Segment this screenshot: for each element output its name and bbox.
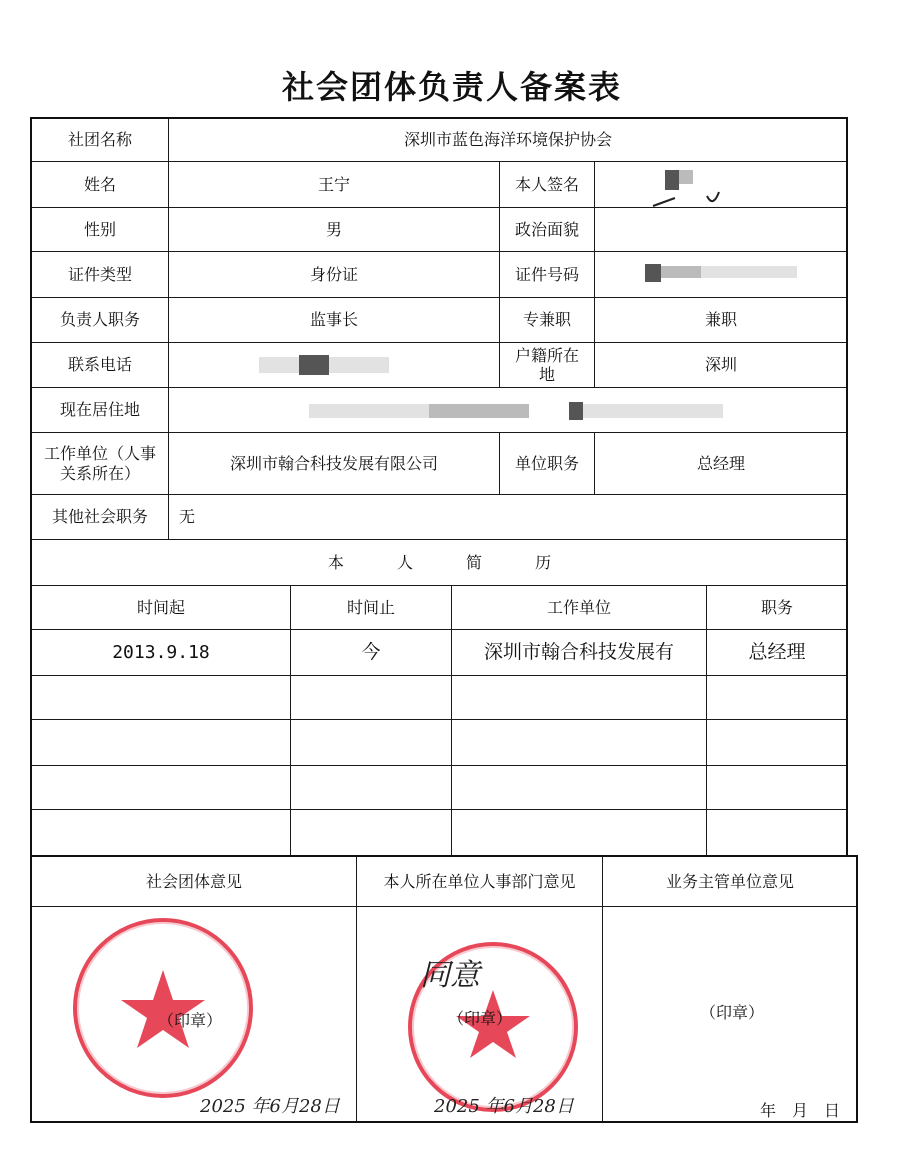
hr-seal-label: （印章）: [448, 1009, 513, 1028]
label-position: 负责人职务: [31, 297, 169, 343]
value-name: 王宁: [168, 161, 500, 208]
resume-row-4-position: [706, 765, 848, 810]
redacted-address-1: [309, 404, 429, 418]
resume-row-1-end: 今: [290, 629, 452, 676]
resume-row-4-end: [290, 765, 452, 810]
value-org-name: 深圳市蓝色海洋环境保护协会: [168, 118, 848, 162]
redacted-address-4: [583, 404, 723, 418]
value-id-number: [594, 251, 848, 298]
redacted-phone-3: [329, 357, 389, 373]
supervisor-date: 年 月 日: [760, 1101, 841, 1120]
resume-row-2-position: [706, 675, 848, 720]
redacted-address-3: [569, 402, 583, 420]
org-date: 2025 年6月28日: [200, 1096, 340, 1117]
resume-row-5-end: [290, 809, 452, 856]
org-seal-label: （印章）: [158, 1011, 223, 1030]
value-other-roles: 无: [168, 494, 848, 540]
redacted-id-2: [661, 266, 701, 278]
value-employer: 深圳市翰合科技发展有限公司: [168, 432, 500, 495]
resume-row-1-position: 总经理: [706, 629, 848, 676]
label-gender: 性别: [31, 207, 169, 252]
label-employer: 工作单位（人事关系所在）: [31, 432, 169, 495]
resume-row-2-end: [290, 675, 452, 720]
value-position: 监事长: [168, 297, 500, 343]
resume-row-1-start: 2013.9.18: [31, 629, 291, 676]
resume-row-3-end: [290, 719, 452, 766]
redacted-id-3: [701, 266, 797, 278]
redacted-phone-2: [299, 355, 329, 375]
resume-row-3-start: [31, 719, 291, 766]
redacted-phone-1: [259, 357, 299, 373]
label-address: 现在居住地: [31, 387, 169, 433]
resume-heading: 本 人 简 历: [31, 539, 848, 586]
label-fulltime: 专兼职: [499, 297, 595, 343]
redacted-id-1: [645, 264, 661, 282]
label-name: 姓名: [31, 161, 169, 208]
resume-col-end: 时间止: [290, 585, 452, 630]
resume-col-employer: 工作单位: [451, 585, 707, 630]
opinion-col-supervisor: 业务主管单位意见: [602, 856, 858, 907]
resume-col-start: 时间起: [31, 585, 291, 630]
page-title: 社会团体负责人备案表: [281, 68, 622, 106]
signature-scribble: [595, 162, 849, 209]
resume-row-5-start: [31, 809, 291, 856]
opinion-col-hr: 本人所在单位人事部门意见: [356, 856, 603, 907]
value-gender: 男: [168, 207, 500, 252]
label-signature: 本人签名: [499, 161, 595, 208]
value-id-type: 身份证: [168, 251, 500, 298]
supervisor-seal-label: （印章）: [700, 1003, 765, 1022]
value-fulltime: 兼职: [594, 297, 848, 343]
resume-row-2-employer: [451, 675, 707, 720]
label-politics: 政治面貌: [499, 207, 595, 252]
value-address: [168, 387, 848, 433]
value-signature: [594, 161, 848, 208]
value-politics: [594, 207, 848, 252]
resume-row-1-employer: 深圳市翰合科技发展有: [451, 629, 707, 676]
resume-row-3-employer: [451, 719, 707, 766]
resume-row-5-employer: [451, 809, 707, 856]
resume-row-2-start: [31, 675, 291, 720]
label-org-name: 社团名称: [31, 118, 169, 162]
opinion-col-org: 社会团体意见: [31, 856, 357, 907]
label-employer-position: 单位职务: [499, 432, 595, 495]
resume-row-4-employer: [451, 765, 707, 810]
label-phone: 联系电话: [31, 342, 169, 388]
resume-row-3-position: [706, 719, 848, 766]
label-other-roles: 其他社会职务: [31, 494, 169, 540]
value-phone: [168, 342, 500, 388]
label-id-type: 证件类型: [31, 251, 169, 298]
value-employer-position: 总经理: [594, 432, 848, 495]
resume-row-4-start: [31, 765, 291, 810]
redacted-address-2: [429, 404, 529, 418]
hr-signature-note: 同意: [420, 958, 480, 993]
label-id-number: 证件号码: [499, 251, 595, 298]
value-hukou: 深圳: [594, 342, 848, 388]
label-hukou: 户籍所在地: [499, 342, 595, 388]
hr-date: 2025 年6月28日: [434, 1096, 574, 1117]
resume-col-position: 职务: [706, 585, 848, 630]
resume-row-5-position: [706, 809, 848, 856]
